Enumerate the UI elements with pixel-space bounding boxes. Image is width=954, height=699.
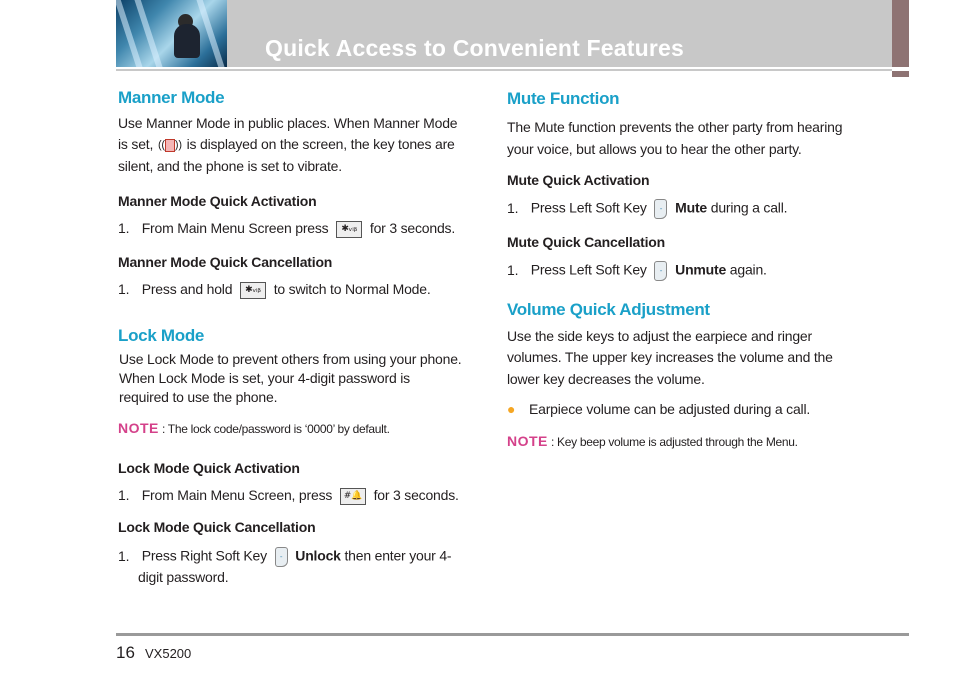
lock-cancel-heading: Lock Mode Quick Cancellation — [118, 519, 316, 535]
header-photo — [116, 0, 227, 67]
lock-mode-para-line: Use Lock Mode to prevent others from using your phone. — [119, 351, 462, 367]
step-text: Press Left Soft Key — [530, 199, 647, 216]
step-text: during a call. — [710, 199, 788, 216]
lock-mode-para-line: When Lock Mode is set, your 4-digit password is — [119, 370, 410, 386]
page-title: Quick Access to Convenient Features — [265, 35, 685, 61]
step-number: 1. — [118, 281, 130, 297]
footer-rule — [116, 633, 909, 636]
vibrate-icon: (( )) — [157, 139, 182, 152]
mute-function-heading: Mute Function — [507, 89, 620, 108]
manner-mode-para-text: is set, — [118, 136, 154, 152]
step-text: From Main Menu Screen, press — [141, 487, 333, 503]
step-bold-text: Mute — [675, 199, 708, 216]
step-text: for 3 seconds. — [369, 220, 456, 236]
step-number: 1. — [118, 220, 130, 236]
step-bold-text: Unlock — [295, 547, 341, 564]
manner-cancel-step — [118, 281, 431, 299]
step-bold-text: Unmute — [675, 261, 727, 278]
manner-mode-para-line: silent, and the phone is set to vibrate. — [118, 158, 342, 174]
lock-note — [118, 420, 390, 436]
step-text: then enter your 4- — [344, 547, 452, 564]
note-tag: NOTE — [118, 420, 159, 436]
header-rule-accent — [892, 71, 909, 77]
note-text: : The lock code/password is ‘0000’ by default. — [161, 422, 390, 436]
step-text: From Main Menu Screen press — [141, 220, 329, 236]
step-number: 1. — [118, 547, 130, 564]
pound-key-icon: #🔔 — [340, 488, 366, 505]
lock-mode-para-line: required to use the phone. — [119, 389, 278, 405]
page-number: 16 — [116, 643, 135, 662]
mute-activation-step — [507, 199, 787, 219]
manner-mode-para-text: is displayed on the screen, the key tones are — [186, 136, 455, 152]
manner-activation-step — [118, 220, 455, 238]
volume-note — [507, 433, 798, 449]
mute-para-line: The Mute function prevents the other party from hearing — [507, 119, 843, 135]
manner-mode-para-line: Use Manner Mode in public places. When Manner Mode — [118, 115, 458, 131]
mute-cancel-step — [507, 261, 767, 281]
lock-activation-step — [118, 487, 459, 505]
step-number: 1. — [118, 487, 130, 503]
manner-cancel-heading: Manner Mode Quick Cancellation — [118, 254, 333, 270]
lock-cancel-step-line2: digit password. — [138, 569, 229, 585]
left-soft-key-icon: - — [654, 199, 667, 219]
bullet-text: Earpiece volume can be adjusted during a call. — [528, 401, 811, 417]
star-key-icon: ✱ᵥᵢᵦ — [336, 221, 362, 238]
lock-cancel-step — [118, 547, 451, 567]
step-text: to switch to Normal Mode. — [273, 281, 431, 297]
left-soft-key-icon: - — [654, 261, 667, 281]
step-text: for 3 seconds. — [373, 487, 459, 503]
volume-para-line: Use the side keys to adjust the earpiece and ringer — [507, 328, 812, 344]
lock-activation-heading: Lock Mode Quick Activation — [118, 460, 300, 476]
step-text: Press and hold — [141, 281, 233, 297]
step-number: 1. — [507, 261, 519, 278]
volume-para-line: volumes. The upper key increases the volume and the — [507, 349, 833, 365]
mute-para-line: your voice, but allows you to hear the other party. — [507, 141, 802, 157]
header-accent — [892, 0, 909, 67]
header-rule — [116, 69, 892, 71]
photo-person — [174, 24, 200, 58]
volume-para-line: lower key decreases the volume. — [507, 371, 705, 387]
volume-heading: Volume Quick Adjustment — [507, 300, 710, 319]
step-text: Press Right Soft Key — [141, 547, 267, 564]
volume-bullet — [507, 401, 810, 417]
right-soft-key-icon: - — [275, 547, 288, 567]
step-number: 1. — [507, 199, 519, 216]
star-key-icon: ✱ᵥᵢᵦ — [240, 282, 266, 299]
step-text: again. — [729, 261, 767, 278]
manner-mode-heading: Manner Mode — [118, 88, 225, 107]
note-text: : Key beep volume is adjusted through the Menu. — [550, 435, 798, 449]
step-text: Press Left Soft Key — [530, 261, 647, 278]
lock-mode-heading: Lock Mode — [118, 326, 205, 345]
manner-activation-heading: Manner Mode Quick Activation — [118, 193, 317, 209]
mute-activation-heading: Mute Quick Activation — [507, 172, 650, 188]
note-tag: NOTE — [507, 433, 548, 449]
bullet-icon: ● — [507, 401, 516, 417]
model-name: VX5200 — [145, 646, 192, 661]
manner-mode-para-line — [118, 134, 455, 156]
mute-cancel-heading: Mute Quick Cancellation — [507, 234, 665, 250]
